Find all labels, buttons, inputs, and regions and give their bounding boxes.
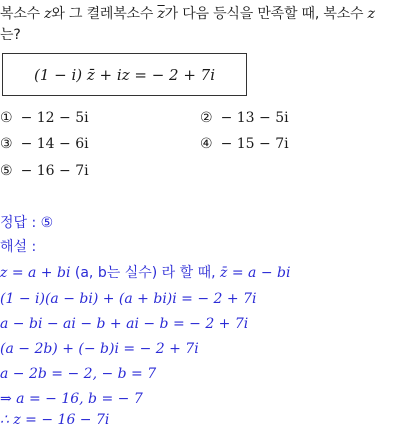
equation-text: (1 − i) z̄ + iz = − 2 + 7i — [33, 65, 216, 84]
solution-line-1 — [0, 264, 290, 282]
variable-z-2: z — [367, 6, 375, 22]
question-line1-c: 가 다음 등식을 만족할 때, 복소수 — [164, 6, 368, 22]
choice-number: ⑤ — [0, 163, 13, 179]
choice-value: − 16 − 7i — [20, 163, 89, 179]
choice-3[interactable] — [0, 135, 89, 153]
choice-2[interactable] — [200, 109, 289, 127]
solution-line-6: ⇒ a = − 16, b = − 7 — [0, 391, 143, 407]
solution-line1-mid: (a, b는 실수) 라 할 때, — [74, 265, 216, 281]
choice-number: ④ — [200, 136, 213, 152]
solution-line1-end: z̄ = a − bi — [220, 265, 291, 281]
variable-zbar: $\overline{z}$ — [157, 6, 165, 22]
equation-box — [2, 53, 247, 96]
solution-line-3: a − bi − ai − b + ai − b = − 2 + 7i — [0, 316, 249, 332]
question-line1-b: 와 그 켤레복소수 — [51, 6, 158, 22]
solution-line-7: ∴ z = − 16 − 7i — [0, 412, 110, 428]
solution-label: 해설 : — [0, 239, 37, 255]
variable-z: z — [44, 6, 52, 22]
choice-number: ① — [0, 110, 13, 126]
choice-4[interactable] — [200, 135, 289, 153]
solution-line-4: (a − 2b) + (− b)i = − 2 + 7i — [0, 341, 199, 357]
choice-value: − 14 − 6i — [20, 136, 89, 152]
solution-line-5: a − 2b = − 2, − b = 7 — [0, 366, 157, 382]
choice-value: − 15 − 7i — [220, 136, 289, 152]
solution-line1-math: z = a + bi — [0, 265, 71, 281]
choice-5[interactable] — [0, 162, 89, 180]
answer-line: 정답 : ⑤ — [0, 215, 54, 231]
question-text — [0, 4, 398, 46]
question-line2: 는? — [0, 27, 21, 43]
choice-value: − 13 − 5i — [220, 110, 289, 126]
choice-number: ② — [200, 110, 213, 126]
choice-number: ③ — [0, 136, 13, 152]
solution-line-2: (1 − i)(a − bi) + (a + bi)i = − 2 + 7i — [0, 291, 257, 307]
choice-value: − 12 − 5i — [20, 110, 89, 126]
choice-1[interactable] — [0, 109, 89, 127]
question-line1-a: 복소수 — [0, 6, 45, 22]
